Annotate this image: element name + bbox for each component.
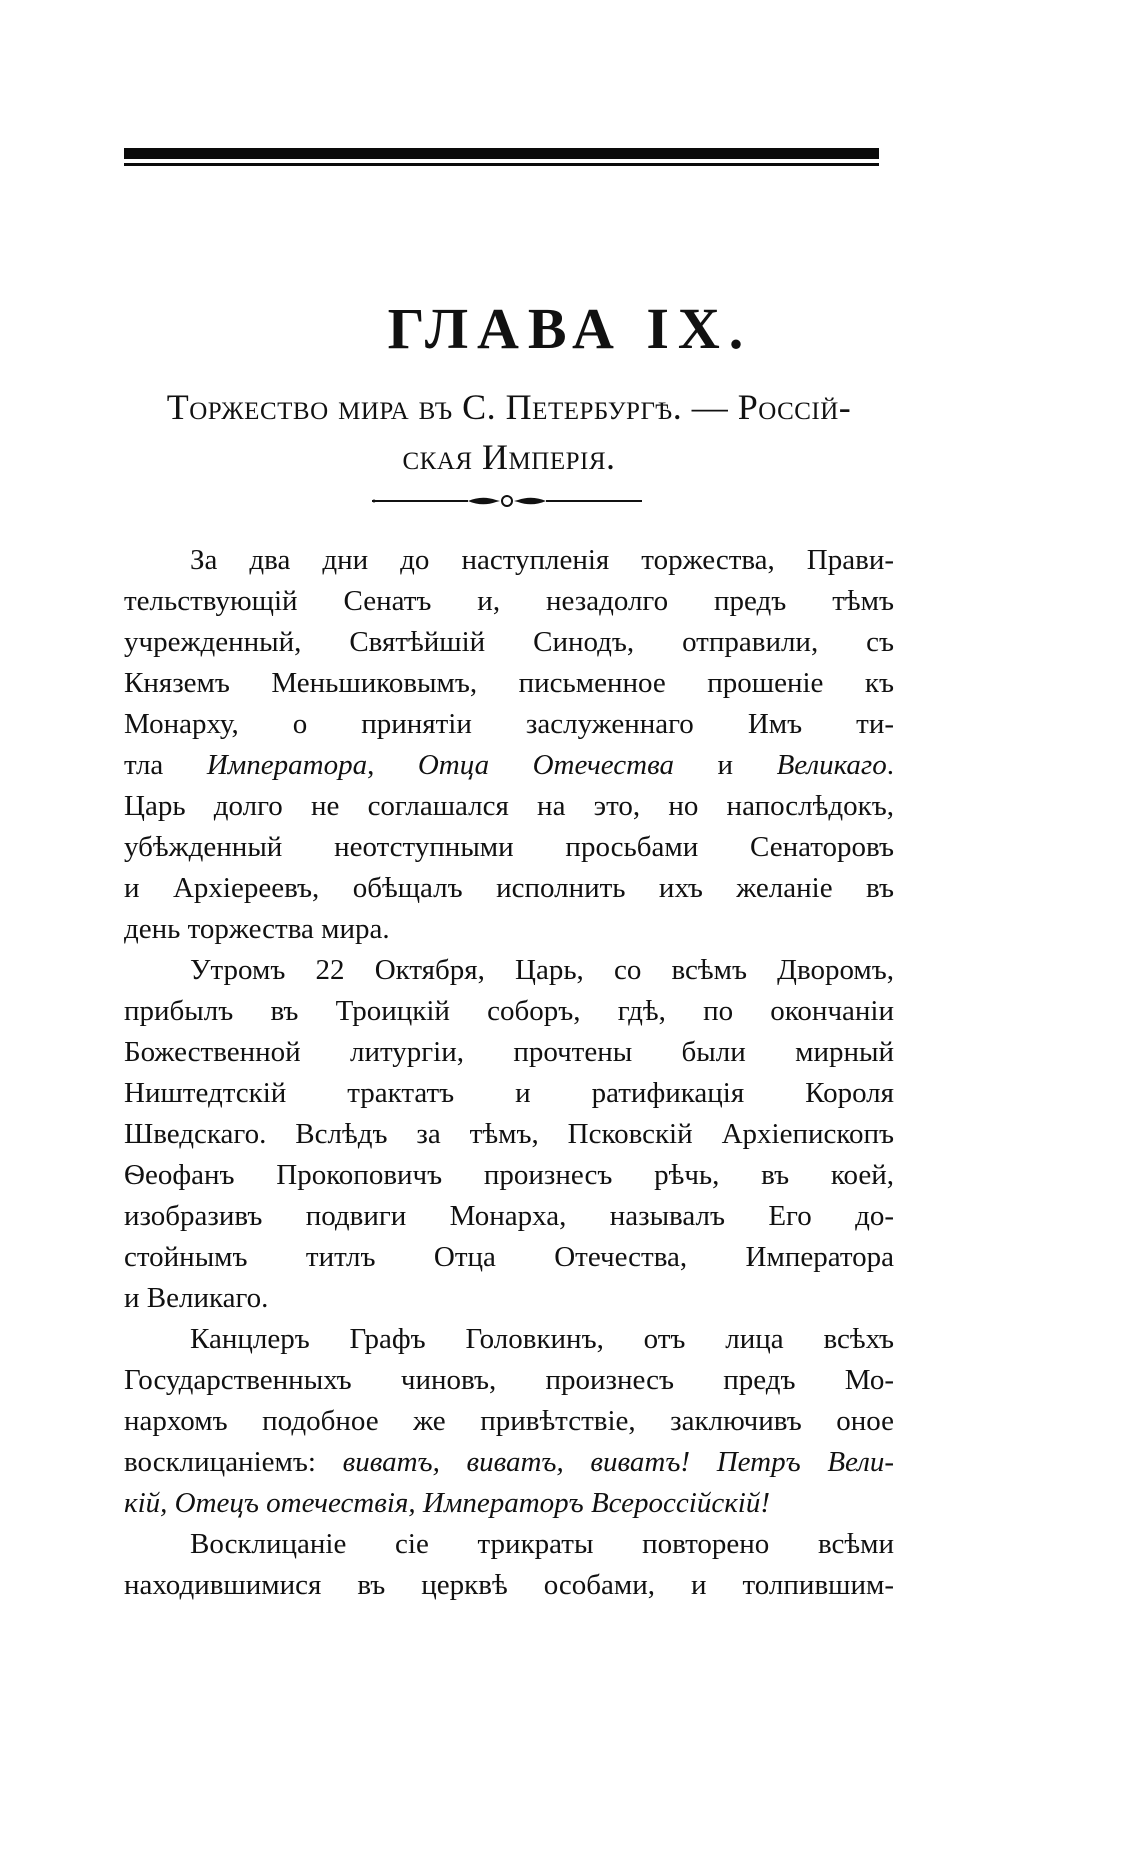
text-line: и Архіереевъ, обѣщалъ исполнить ихъ желаніе въ <box>124 872 894 904</box>
chapter-title-line: Торжество мира въ С. Петербургѣ. — Россій- <box>166 387 852 427</box>
text-run: тла <box>124 749 207 781</box>
text-line: Ѳеофанъ Прокоповичъ произнесъ рѣчь, въ коей, <box>124 1159 894 1191</box>
text-line: находившимися въ церквѣ особами, и толпившим- <box>124 1569 894 1601</box>
header-rule-thick <box>124 148 879 159</box>
text-line: нархомъ подобное же привѣтствіе, заключивъ оное <box>124 1405 894 1437</box>
text-line: Канцлеръ Графъ Головкинъ, отъ лица всѣхъ <box>190 1323 894 1355</box>
text-run: и <box>674 749 777 781</box>
italic-acclamation: кій, Отецъ отечествія, Императоръ Всероссійскій! <box>124 1487 770 1519</box>
text-run: восклицаніемъ: <box>124 1446 343 1478</box>
italic-title-emperor: Императора <box>206 749 368 781</box>
text-line: Царь долго не соглашался на это, но напослѣдокъ, <box>124 790 894 822</box>
text-run: , <box>367 749 418 781</box>
text-line <box>124 1442 894 1483</box>
chapter-heading: ГЛАВА IX. <box>387 296 753 361</box>
text-line: прибылъ въ Троицкій соборъ, гдѣ, по окончаніи <box>124 995 894 1027</box>
text-line: Монарху, о принятіи заслуженнаго Имъ ти- <box>124 708 894 740</box>
italic-title-father: Отца Отечества <box>417 749 675 781</box>
text-line: и Великаго. <box>124 1282 269 1314</box>
text-line: тельствующій Сенатъ и, незадолго предъ тѣмъ <box>124 585 894 617</box>
italic-acclamation: виватъ, виватъ, виватъ! Петръ Вели- <box>342 1446 895 1478</box>
chapter-title <box>124 382 894 482</box>
text-line: За два дни до наступленія торжества, Прави- <box>190 544 894 576</box>
header-rule-thin <box>124 163 879 166</box>
text-line: учрежденный, Святѣйшій Синодъ, отправили, съ <box>124 626 894 658</box>
text-line: Княземъ Меньшиковымъ, письменное прошеніе къ <box>124 667 894 699</box>
text-line <box>124 1483 894 1524</box>
body-text <box>124 540 894 1606</box>
italic-title-great: Великаго <box>776 749 887 781</box>
text-line: Государственныхъ чиновъ, произнесъ предъ Мо- <box>124 1364 894 1396</box>
text-line: изобразивъ подвиги Монарха, называлъ Его до- <box>124 1200 894 1232</box>
text-line: Утромъ 22 Октября, Царь, со всѣмъ Дворомъ, <box>190 954 894 986</box>
text-line: Ништедтскій трактатъ и ратификація Короля <box>124 1077 894 1109</box>
text-line: Божественной литургіи, прочтены были мирный <box>124 1036 894 1068</box>
text-line: день торжества мира. <box>124 913 390 945</box>
ornament-divider-icon <box>372 490 642 512</box>
text-line: Шведскаго. Вслѣдъ за тѣмъ, Псковскій Архіепископъ <box>124 1118 894 1150</box>
text-line <box>124 745 894 786</box>
header-double-rule <box>124 148 879 170</box>
text-line: Восклицаніе сіе трикраты повторено всѣми <box>190 1528 894 1560</box>
chapter-title-line: ская Имперія. <box>402 437 616 477</box>
text-line: стойнымъ титлъ Отца Отечества, Императора <box>124 1241 894 1273</box>
text-line: убѣжденный неотступными просьбами Сенаторовъ <box>124 831 894 863</box>
text-run: . <box>886 749 894 781</box>
